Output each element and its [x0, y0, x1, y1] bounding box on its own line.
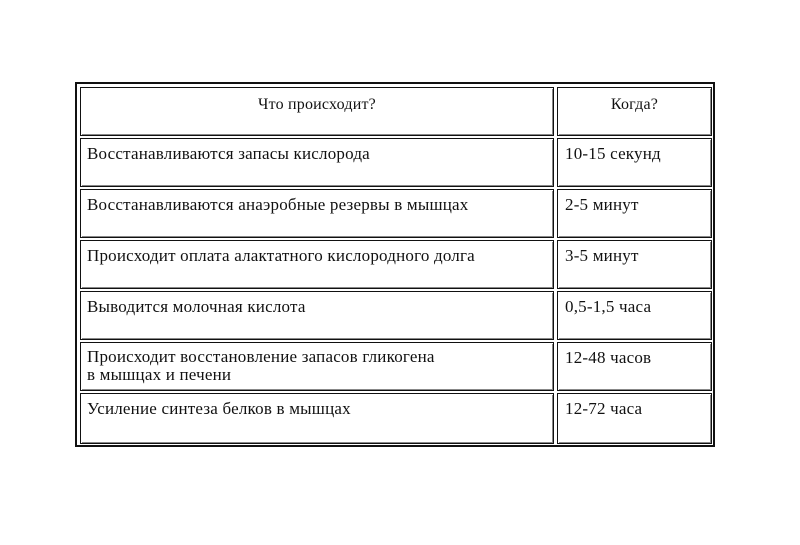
header-label-what: Что происходит? — [258, 96, 376, 113]
event-text: Усиление синтеза белков в мышцах — [87, 399, 351, 418]
time-text: 10-15 секунд — [565, 144, 661, 163]
header-cell-when — [557, 87, 712, 136]
table-row-4-time — [557, 291, 712, 340]
table-row-3-time — [557, 240, 712, 289]
event-text-line-1: Происходит восстановление запасов гликогена — [87, 347, 435, 366]
header-label-when: Когда? — [610, 96, 659, 113]
table-row-5-time — [557, 342, 712, 391]
event-text: Выводится молочная кислота — [87, 297, 306, 316]
table-row-1-time — [557, 138, 712, 187]
time-text: 0,5-1,5 часа — [565, 297, 652, 316]
table-row-6-time — [557, 393, 712, 444]
event-text-line-2: в мышцах и печени — [87, 365, 232, 384]
event-text: Восстанавливаются анаэробные резервы в мышцах — [87, 195, 469, 214]
time-text: 12-48 часов — [565, 348, 652, 367]
header-cell-what — [80, 87, 554, 136]
time-text: 2-5 минут — [565, 195, 639, 214]
table-row-4-event — [80, 291, 554, 340]
table-row-5-event — [80, 342, 554, 391]
table-row-6-event — [80, 393, 554, 444]
event-text: Происходит оплата алактатного кислородного долга — [87, 246, 475, 265]
time-text: 12-72 часа — [565, 399, 643, 418]
table-row-2-event — [80, 189, 554, 238]
table-row-1-event — [80, 138, 554, 187]
recovery-table — [75, 82, 715, 447]
time-text: 3-5 минут — [565, 246, 639, 265]
table-row-2-time — [557, 189, 712, 238]
table-row-3-event — [80, 240, 554, 289]
event-text: Восстанавливаются запасы кислорода — [87, 144, 370, 163]
